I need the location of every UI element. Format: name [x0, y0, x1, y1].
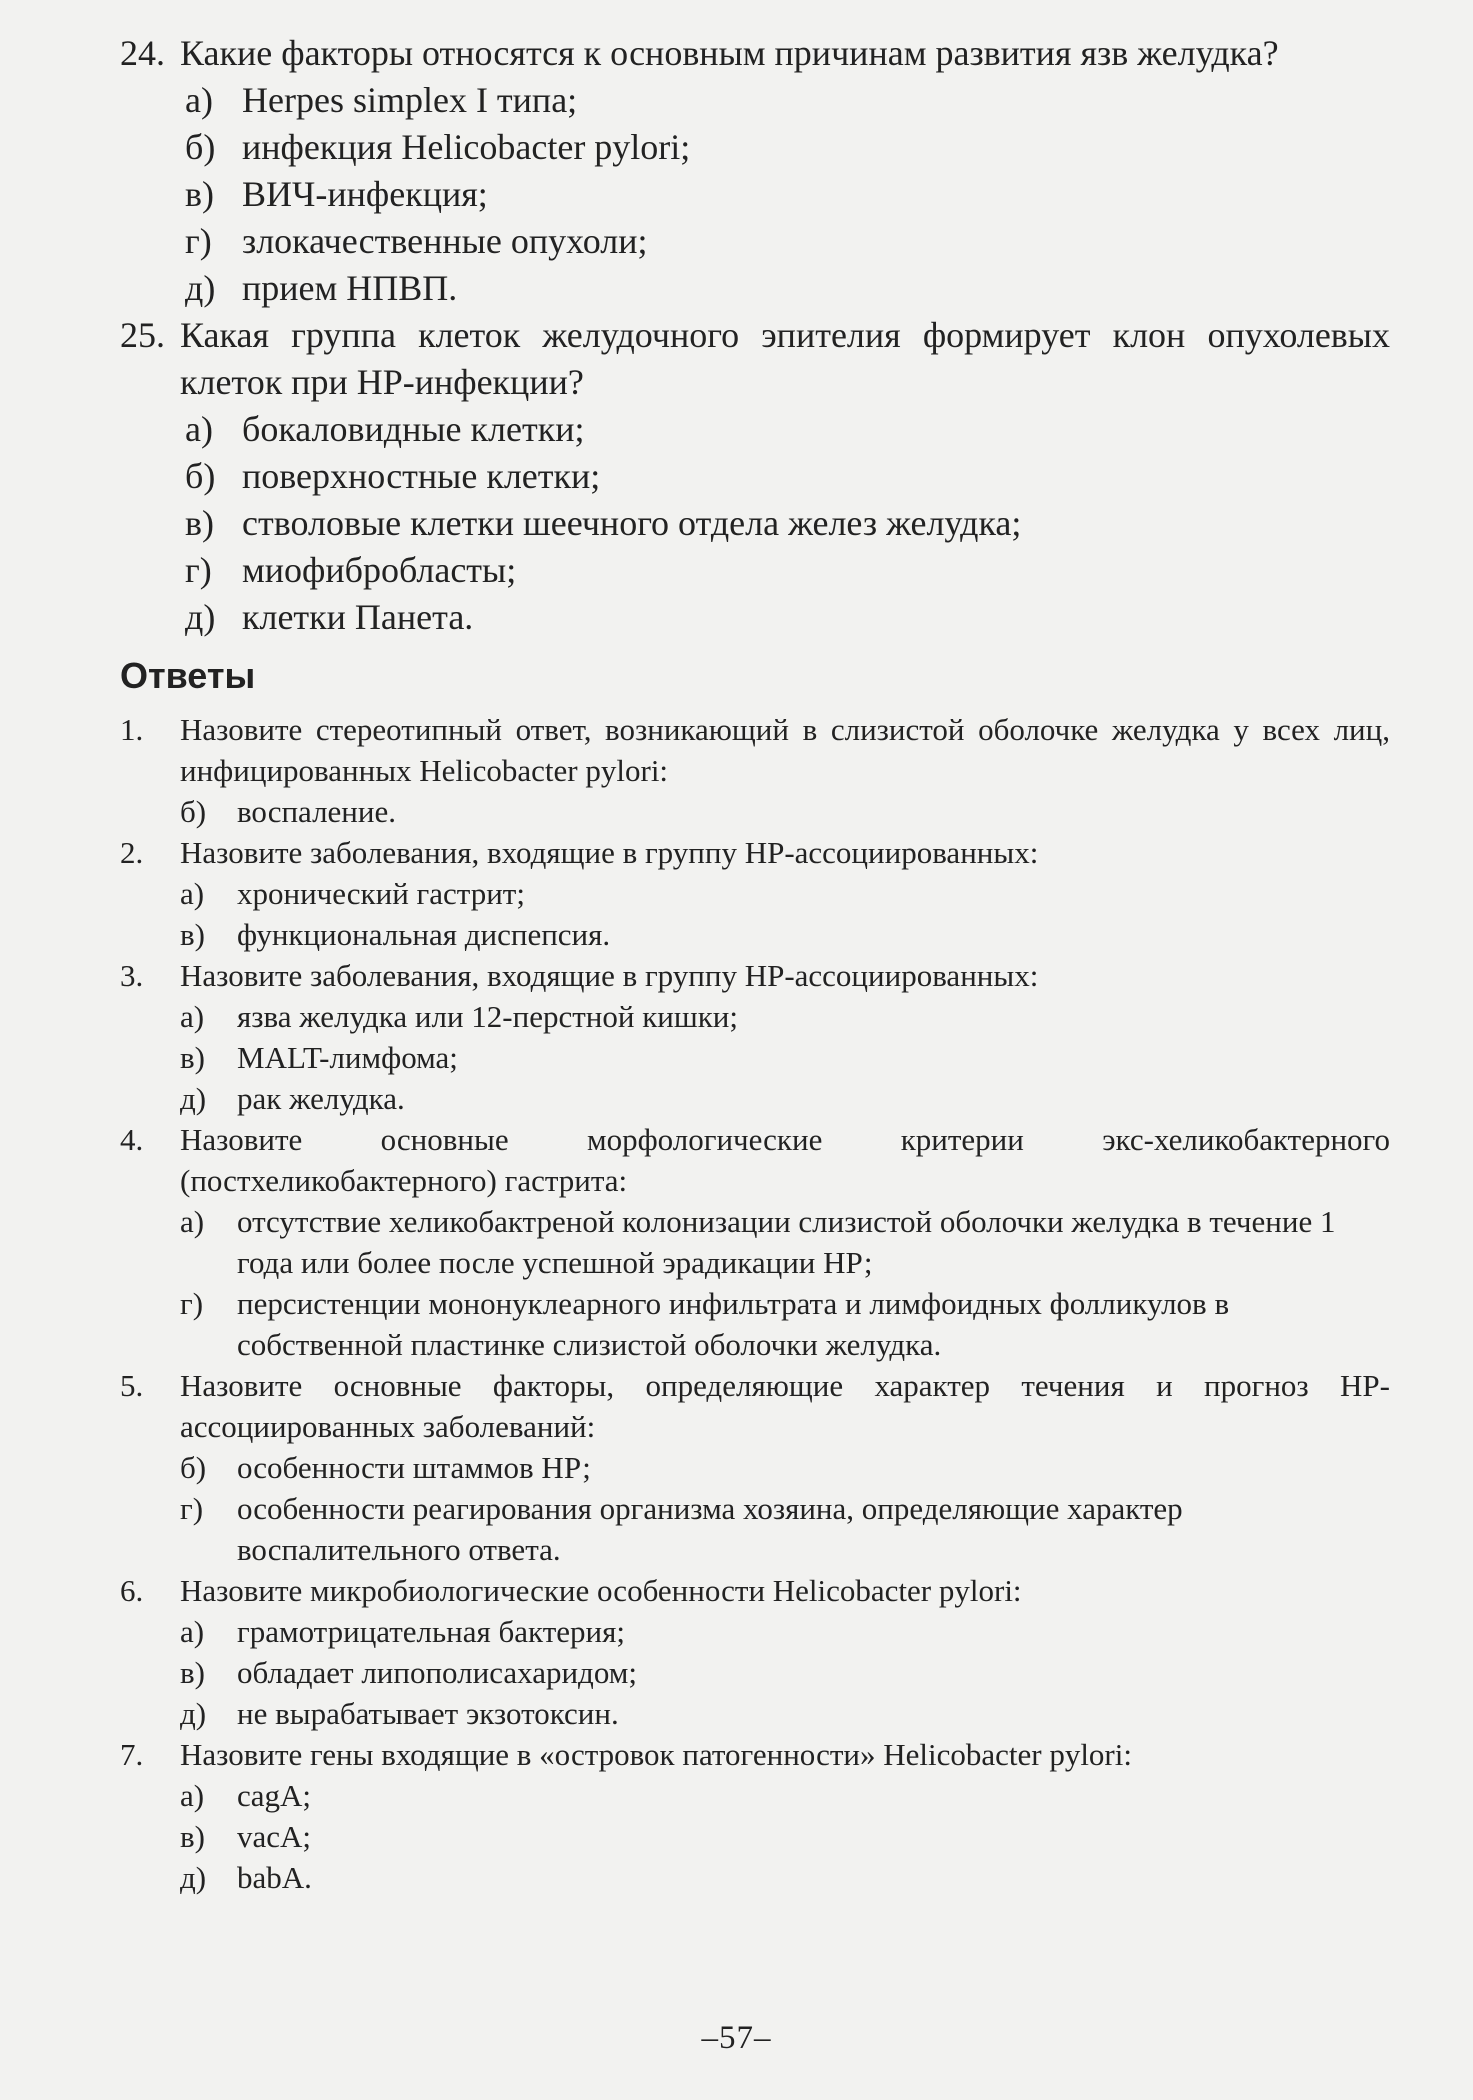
option-letter: б): [185, 456, 216, 496]
question-block: [120, 30, 1390, 312]
option-item: [185, 265, 1390, 312]
answer-options: [180, 1775, 1390, 1898]
answer-option-item: [180, 1611, 1390, 1652]
answer-option-letter: б): [180, 1450, 207, 1485]
answer-option-text: функциональная диспепсия.: [237, 917, 611, 952]
answer-title: [120, 1734, 1390, 1775]
answer-title: [120, 709, 1390, 791]
option-text: инфекция Helicobacter pylori;: [242, 127, 691, 167]
answer-option-item: [180, 791, 1390, 832]
answer-options: [180, 1447, 1390, 1570]
answer-title: [120, 832, 1390, 873]
answer-options: [180, 1611, 1390, 1734]
answer-text: Назовите основные морфологические критерии экс-хеликобактерного (постхеликобактерного) гастрита:: [180, 1122, 1390, 1198]
answer-option-letter: г): [180, 1491, 204, 1526]
answer-option-item: [180, 1693, 1390, 1734]
answer-option-text: MALT-лимфома;: [237, 1040, 458, 1075]
option-letter: в): [185, 174, 214, 214]
option-item: [185, 547, 1390, 594]
option-letter: д): [185, 597, 216, 637]
option-letter: а): [185, 409, 213, 449]
question-text: Какие факторы относятся к основным причинам развития язв желудка?: [180, 33, 1279, 73]
answer-option-letter: в): [180, 1655, 205, 1690]
answer-title: [120, 1570, 1390, 1611]
answer-block: [120, 1734, 1390, 1898]
question-options: [185, 406, 1390, 641]
answer-block: [120, 1365, 1390, 1570]
answer-options: [180, 791, 1390, 832]
answer-option-item: [180, 1037, 1390, 1078]
option-text: ВИЧ-инфекция;: [242, 174, 488, 214]
answer-option-letter: а): [180, 999, 205, 1034]
question-block: [120, 312, 1390, 641]
document-page: [120, 30, 1390, 2070]
option-item: [185, 171, 1390, 218]
answer-option-item: [180, 873, 1390, 914]
answer-option-item: [180, 996, 1390, 1037]
option-item: [185, 218, 1390, 265]
answer-option-letter: а): [180, 1614, 205, 1649]
answer-number: 7.: [120, 1737, 144, 1772]
answer-option-item: [180, 1447, 1390, 1488]
option-letter: б): [185, 127, 216, 167]
question-title: [120, 30, 1390, 77]
answer-option-letter: а): [180, 876, 205, 911]
page-number: –57–: [701, 2020, 772, 2056]
answer-option-text: хронический гастрит;: [237, 876, 525, 911]
option-text: миофибробласты;: [242, 550, 517, 590]
answer-block: [120, 955, 1390, 1119]
option-item: [185, 406, 1390, 453]
answer-option-text: cagA;: [237, 1778, 312, 1813]
answer-number: 5.: [120, 1368, 144, 1403]
answer-number: 4.: [120, 1122, 144, 1157]
answers-heading: Ответы: [120, 655, 256, 696]
answer-title: [120, 955, 1390, 996]
answer-option-text: особенности реагирования организма хозяина, определяющие характер воспалительного ответа.: [237, 1491, 1183, 1567]
answer-option-text: отсутствие хеликобактреной колонизации слизистой оболочки желудка в течение 1 года или более после успешной эрадикации НР;: [237, 1204, 1336, 1280]
answer-option-item: [180, 1078, 1390, 1119]
answer-option-letter: а): [180, 1778, 205, 1813]
answer-option-text: персистенции мононуклеарного инфильтрата и лимфоидных фолликулов в собственной пластинке слизистой оболочки желудка.: [237, 1286, 1230, 1362]
answer-option-text: особенности штаммов НР;: [237, 1450, 591, 1485]
answer-option-letter: а): [180, 1204, 205, 1239]
option-text: прием НПВП.: [242, 268, 458, 308]
answer-number: 1.: [120, 712, 144, 747]
option-letter: а): [185, 80, 213, 120]
answer-option-text: не вырабатывает экзотоксин.: [237, 1696, 619, 1731]
answer-option-item: [180, 1201, 1390, 1283]
answer-text: Назовите заболевания, входящие в группу НР-ассоциированных:: [180, 958, 1039, 993]
option-text: поверхностные клетки;: [242, 456, 601, 496]
answer-number: 2.: [120, 835, 144, 870]
answer-option-letter: д): [180, 1696, 207, 1731]
answer-option-letter: в): [180, 917, 205, 952]
answer-text: Назовите гены входящие в «островок патогенности» Helicobacter pylori:: [180, 1737, 1132, 1772]
answer-option-item: [180, 1857, 1390, 1898]
questions-section: [120, 30, 1390, 641]
answer-block: [120, 1119, 1390, 1365]
answer-text: Назовите основные факторы, определяющие характер течения и прогноз НР-ассоциированных заболеваний:: [180, 1368, 1390, 1444]
answer-option-text: обладает липополисахаридом;: [237, 1655, 637, 1690]
answer-options: [180, 996, 1390, 1119]
option-item: [185, 77, 1390, 124]
question-options: [185, 77, 1390, 312]
option-text: клетки Панета.: [242, 597, 474, 637]
option-item: [185, 124, 1390, 171]
answer-title: [120, 1365, 1390, 1447]
answer-options: [180, 873, 1390, 955]
answer-option-text: vacA;: [237, 1819, 312, 1854]
answer-option-item: [180, 1488, 1390, 1570]
answer-option-text: грамотрицательная бактерия;: [237, 1614, 625, 1649]
answer-block: [120, 709, 1390, 832]
answer-number: 3.: [120, 958, 144, 993]
option-item: [185, 453, 1390, 500]
option-text: стволовые клетки шеечного отдела желез желудка;: [242, 503, 1022, 543]
answer-option-letter: г): [180, 1286, 204, 1321]
option-letter: г): [185, 550, 212, 590]
option-item: [185, 594, 1390, 641]
answer-option-text: babA.: [237, 1860, 312, 1895]
answer-option-item: [180, 1652, 1390, 1693]
answers-section: [120, 709, 1390, 1898]
answer-option-letter: в): [180, 1040, 205, 1075]
option-letter: д): [185, 268, 216, 308]
option-text: бокаловидные клетки;: [242, 409, 585, 449]
option-item: [185, 500, 1390, 547]
option-text: злокачественные опухоли;: [242, 221, 648, 261]
answer-option-letter: д): [180, 1860, 207, 1895]
answer-block: [120, 832, 1390, 955]
answer-option-text: рак желудка.: [237, 1081, 405, 1116]
option-letter: г): [185, 221, 212, 261]
answer-option-item: [180, 914, 1390, 955]
answer-options: [180, 1201, 1390, 1365]
answer-option-letter: д): [180, 1081, 207, 1116]
answer-title: [120, 1119, 1390, 1201]
answer-option-item: [180, 1283, 1390, 1365]
answer-option-letter: б): [180, 794, 207, 829]
question-text: Какая группа клеток желудочного эпителия формирует клон опухолевых клеток при НР-инфекции?: [180, 315, 1390, 402]
answer-number: 6.: [120, 1573, 144, 1608]
question-number: 25.: [120, 315, 165, 355]
answer-block: [120, 1570, 1390, 1734]
answer-option-text: язва желудка или 12-перстной кишки;: [237, 999, 738, 1034]
answer-option-item: [180, 1816, 1390, 1857]
answer-text: Назовите микробиологические особенности Helicobacter pylori:: [180, 1573, 1022, 1608]
option-text: Herpes simplex I типа;: [242, 80, 578, 120]
answer-text: Назовите стереотипный ответ, возникающий в слизистой оболочке желудка у всех лиц, инфицированных Helicobacter pylori:: [180, 712, 1390, 788]
option-letter: в): [185, 503, 214, 543]
answer-text: Назовите заболевания, входящие в группу НР-ассоциированных:: [180, 835, 1039, 870]
question-number: 24.: [120, 33, 165, 73]
answer-option-letter: в): [180, 1819, 205, 1854]
question-title: [120, 312, 1390, 406]
answer-option-item: [180, 1775, 1390, 1816]
answer-option-text: воспаление.: [237, 794, 396, 829]
